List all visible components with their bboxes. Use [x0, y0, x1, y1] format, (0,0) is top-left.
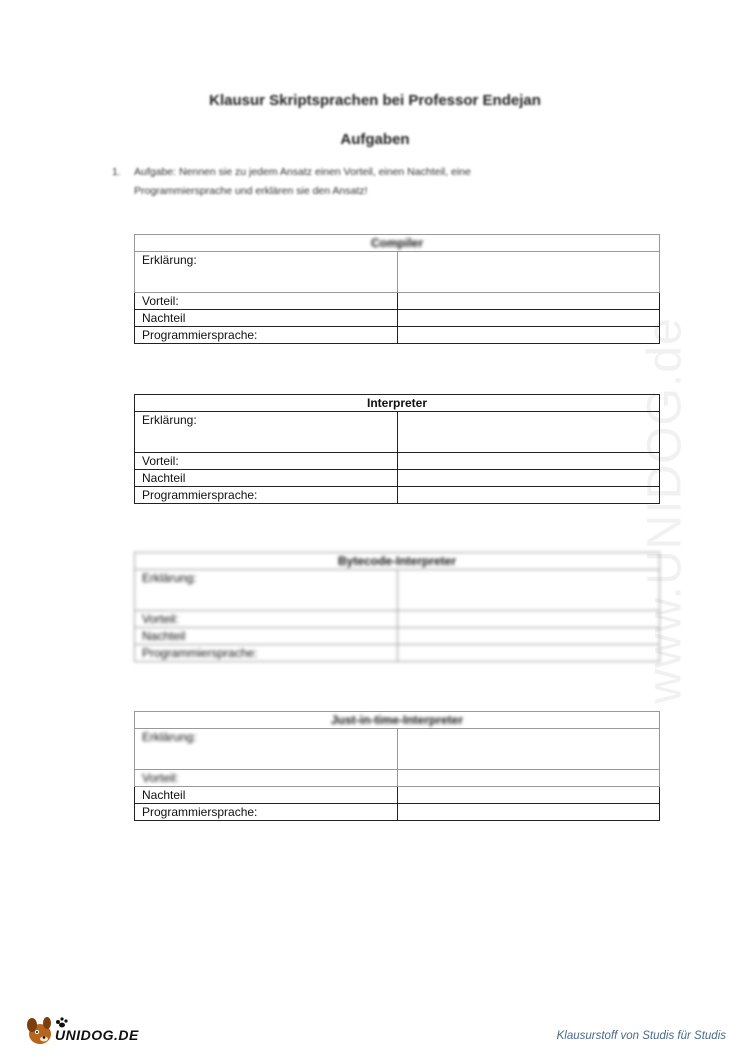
advantage-label: Vorteil: [135, 770, 398, 787]
table-compiler [134, 234, 660, 344]
advantage-label: Vorteil: [135, 611, 398, 628]
task-number: 1. [112, 166, 121, 178]
explanation-cell[interactable] [397, 570, 660, 611]
footer-logo-text: UNIDOG.DE [55, 1027, 139, 1043]
advantage-cell[interactable] [397, 770, 660, 787]
disadvantage-label: Nachteil [135, 628, 398, 645]
language-cell[interactable] [397, 645, 660, 662]
table-heading: Bytecode-Interpreter [135, 553, 660, 570]
task-line-2: Programmiersprache und erklären sie den Ansatz! [134, 185, 368, 197]
language-label: Programmiersprache: [135, 804, 398, 821]
task-instruction [112, 163, 572, 201]
disadvantage-cell[interactable] [397, 310, 660, 327]
language-cell[interactable] [397, 804, 660, 821]
advantage-label: Vorteil: [135, 453, 398, 470]
disadvantage-cell[interactable] [397, 470, 660, 487]
language-label: Programmiersprache: [135, 487, 398, 504]
disadvantage-cell[interactable] [397, 628, 660, 645]
disadvantage-cell[interactable] [397, 787, 660, 804]
table-interpreter [134, 394, 660, 504]
explanation-cell[interactable] [397, 412, 660, 453]
language-cell[interactable] [397, 487, 660, 504]
advantage-cell[interactable] [397, 611, 660, 628]
explanation-label: Erklärung: [135, 412, 398, 453]
advantage-cell[interactable] [397, 293, 660, 310]
advantage-label: Vorteil: [135, 293, 398, 310]
language-label: Programmiersprache: [135, 327, 398, 344]
explanation-cell[interactable] [397, 252, 660, 293]
language-label: Programmiersprache: [135, 645, 398, 662]
disadvantage-label: Nachteil [135, 470, 398, 487]
explanation-cell[interactable] [397, 729, 660, 770]
watermark: www.UNIDOG.de [638, 317, 692, 704]
explanation-label: Erklärung: [135, 570, 398, 611]
language-cell[interactable] [397, 327, 660, 344]
disadvantage-label: Nachteil [135, 787, 398, 804]
page-title: Klausur Skriptsprachen bei Professor Endejan [209, 92, 541, 109]
advantage-cell[interactable] [397, 453, 660, 470]
task-line-1: Aufgabe: Nennen sie zu jedem Ansatz einen Vorteil, einen Nachteil, eine [134, 166, 471, 178]
explanation-label: Erklärung: [135, 252, 398, 293]
table-bytecode-interpreter [134, 552, 660, 662]
table-jit-interpreter [134, 711, 660, 821]
table-heading: Compiler [135, 235, 660, 252]
table-heading: Interpreter [135, 395, 660, 412]
disadvantage-label: Nachteil [135, 310, 398, 327]
footer-tagline: Klausurstoff von Studis für Studis [556, 1030, 726, 1042]
page-subtitle: Aufgaben [340, 131, 410, 148]
table-heading: Just-in-time-Interpreter [135, 712, 660, 729]
explanation-label: Erklärung: [135, 729, 398, 770]
